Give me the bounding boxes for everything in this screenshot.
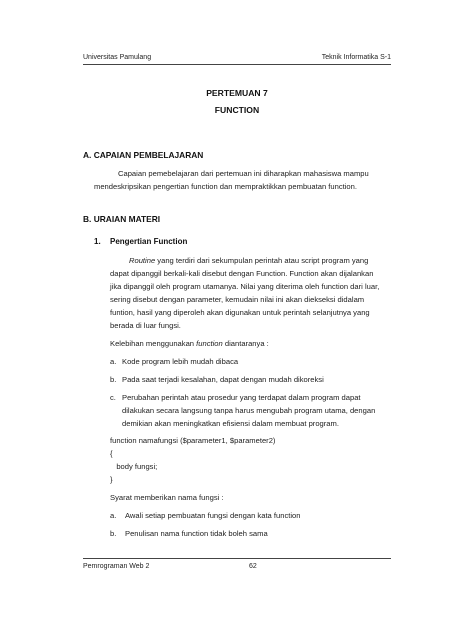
page-number: 62 — [249, 563, 257, 570]
list-marker: b. — [110, 375, 117, 384]
section-a-heading: A. CAPAIAN PEMBELAJARAN — [83, 150, 204, 160]
list-marker: a. — [110, 357, 117, 366]
code-line: function namafungsi ($parameter1, $parameter2) — [110, 436, 276, 445]
list-item: Perubahan perintah atau prosedur yang terdapat dalam program dapat — [122, 393, 361, 402]
header-rule — [83, 64, 391, 65]
naming-rules-intro: Syarat memberikan nama fungsi : — [110, 493, 224, 502]
section-b-heading: B. URAIAN MATERI — [83, 214, 161, 224]
topic-title: FUNCTION — [214, 105, 260, 115]
code-line: body fungsi; — [110, 462, 158, 471]
list-marker: c. — [110, 393, 116, 402]
paragraph-line: berada di luar fungsi. — [110, 321, 181, 330]
paragraph-line: sering disebut dengan parameter, kemudain nilai ini akan diekseksi didalam — [110, 295, 365, 304]
rule-item: Penulisan nama function tidak boleh sama — [125, 529, 268, 538]
footer-rule — [83, 558, 391, 559]
list-item-continuation: dilakukan secara langsung tanpa harus mengubah program utama, dengan — [122, 406, 376, 415]
routine-term: Routine — [129, 256, 156, 265]
advantages-intro: Kelebihan menggunakan function diantaranya : — [110, 339, 269, 348]
meeting-title: PERTEMUAN 7 — [206, 88, 268, 98]
code-line: } — [110, 475, 113, 484]
list-item: Pada saat terjadi kesalahan, dapat dengan mudah dikoreksi — [122, 375, 324, 384]
header-institution: Universitas Pamulang — [83, 54, 152, 61]
paragraph-line: jika dipanggil oleh program utamanya. Nilai yang diterima oleh function dari luar, — [110, 282, 380, 291]
subsection-number: 1. — [94, 237, 101, 246]
footer-course: Pemrograman Web 2 — [83, 563, 150, 570]
list-marker: b. — [110, 529, 117, 538]
section-a-line: Capaian pemebelajaran dari pertemuan ini diharapkan mahasiswa mampu — [118, 169, 369, 178]
paragraph-first-line: Routine yang terdiri dari sekumpulan perintah atau script program yang — [129, 256, 369, 265]
rule-item: Awali setiap pembuatan fungsi dengan kata function — [125, 511, 301, 520]
code-line: { — [110, 449, 113, 458]
paragraph-line: dapat dipanggil berkali-kali disebut dengan Function. Function akan dijalankan — [110, 269, 374, 278]
list-item-continuation: demikian akan meningkatkan efisiensi dalam membuat program. — [122, 419, 339, 428]
header-program: Teknik Informatika S-1 — [321, 54, 391, 61]
subsection-heading: Pengertian Function — [110, 237, 188, 246]
section-a-line: mendeskripsikan pengertian function dan mempraktikkan pembuatan function. — [94, 182, 357, 191]
list-item: Kode program lebih mudah dibaca — [122, 357, 239, 366]
paragraph-line: funtion, hasil yang diperoleh akan digunakan untuk perintah selanjutnya yang — [110, 308, 370, 317]
list-marker: a. — [110, 511, 117, 520]
